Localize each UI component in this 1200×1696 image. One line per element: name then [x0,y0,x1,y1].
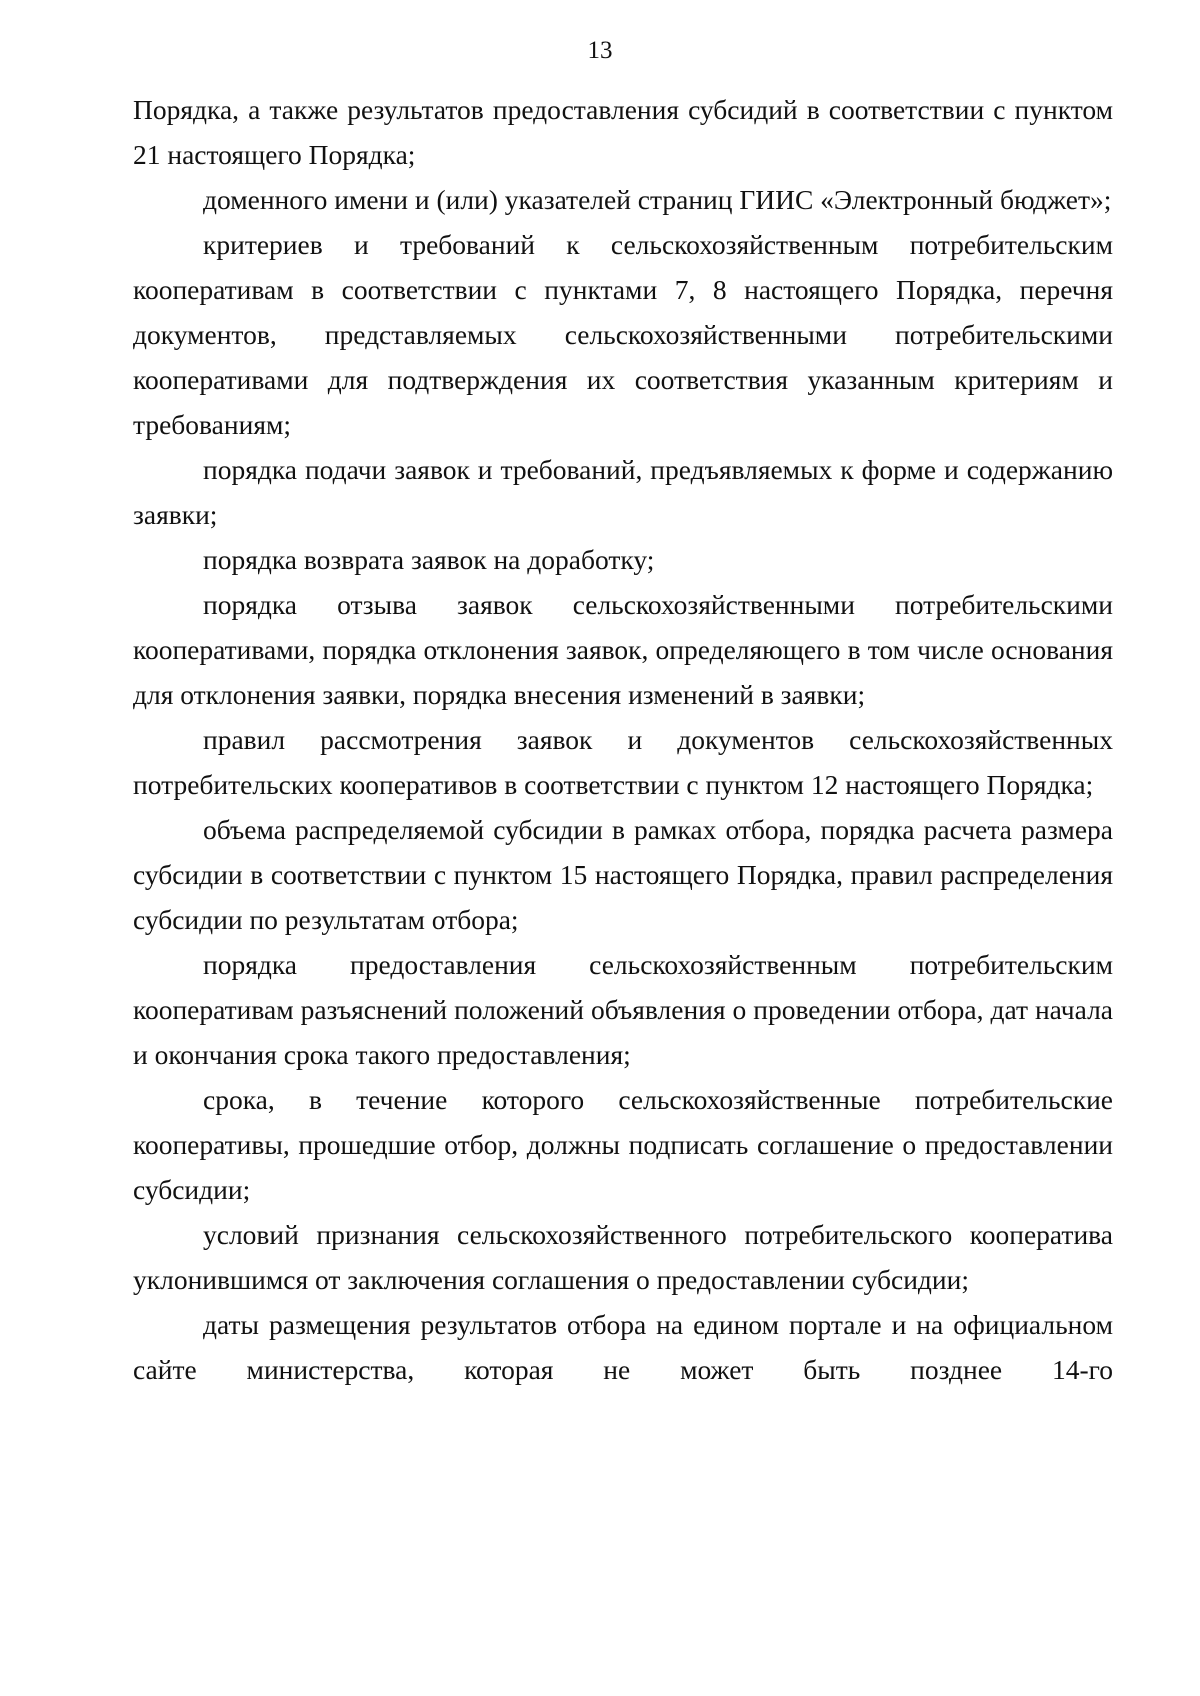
paragraph-continuation: Порядка, а также результатов предоставления субсидий в соответствии с пунктом 21 настоящего Порядка; [133,94,1113,170]
paragraph-return-order: порядка возврата заявок на доработку; [203,544,655,575]
paragraph-criteria: критериев и требований к сельскохозяйственным потребительским кооперативам в соответствии с пунктами 7, 8 настоящего Порядка, перечня документов, представляемых сельскохозяйственными потребительскими кооперативами для подтверждения их соответствия указанным критериям и требованиям; [133,229,1113,440]
paragraph-evasion-conditions: условий признания сельскохозяйственного потребительского кооператива уклонившимся от заключения соглашения о предоставлении субсидии; [133,1219,1113,1295]
document-body [133,87,1113,1392]
paragraph-subsidy-volume: объема распределяемой субсидии в рамках отбора, порядка расчета размера субсидии в соответствии с пунктом 15 настоящего Порядка, правил распределения субсидии по результатам отбора; [133,814,1113,935]
paragraph-withdrawal-order: порядка отзыва заявок сельскохозяйственными потребительскими кооперативами, порядка отклонения заявок, определяющего в том числе основания для отклонения заявки, порядка внесения изменений в заявки; [133,589,1113,710]
paragraph-submission-order: порядка подачи заявок и требований, предъявляемых к форме и содержанию заявки; [133,454,1113,530]
page-number: 13 [587,37,613,64]
paragraph-clarifications: порядка предоставления сельскохозяйственным потребительским кооперативам разъяснений положений объявления о проведении отбора, дат начала и окончания срока такого предоставления; [133,949,1113,1070]
paragraph-review-rules: правил рассмотрения заявок и документов сельскохозяйственных потребительских кооперативов в соответствии с пунктом 12 настоящего Порядка; [133,724,1113,800]
paragraph-results-date: даты размещения результатов отбора на едином портале и на официальном сайте министерства, которая не может быть позднее 14-го [133,1309,1113,1385]
paragraph-signing-deadline: срока, в течение которого сельскохозяйственные потребительские кооперативы, прошедшие отбор, должны подписать соглашение о предоставлении субсидии; [133,1084,1113,1205]
paragraph-domain-name: доменного имени и (или) указателей страниц ГИИС «Электронный бюджет»; [203,184,1112,215]
